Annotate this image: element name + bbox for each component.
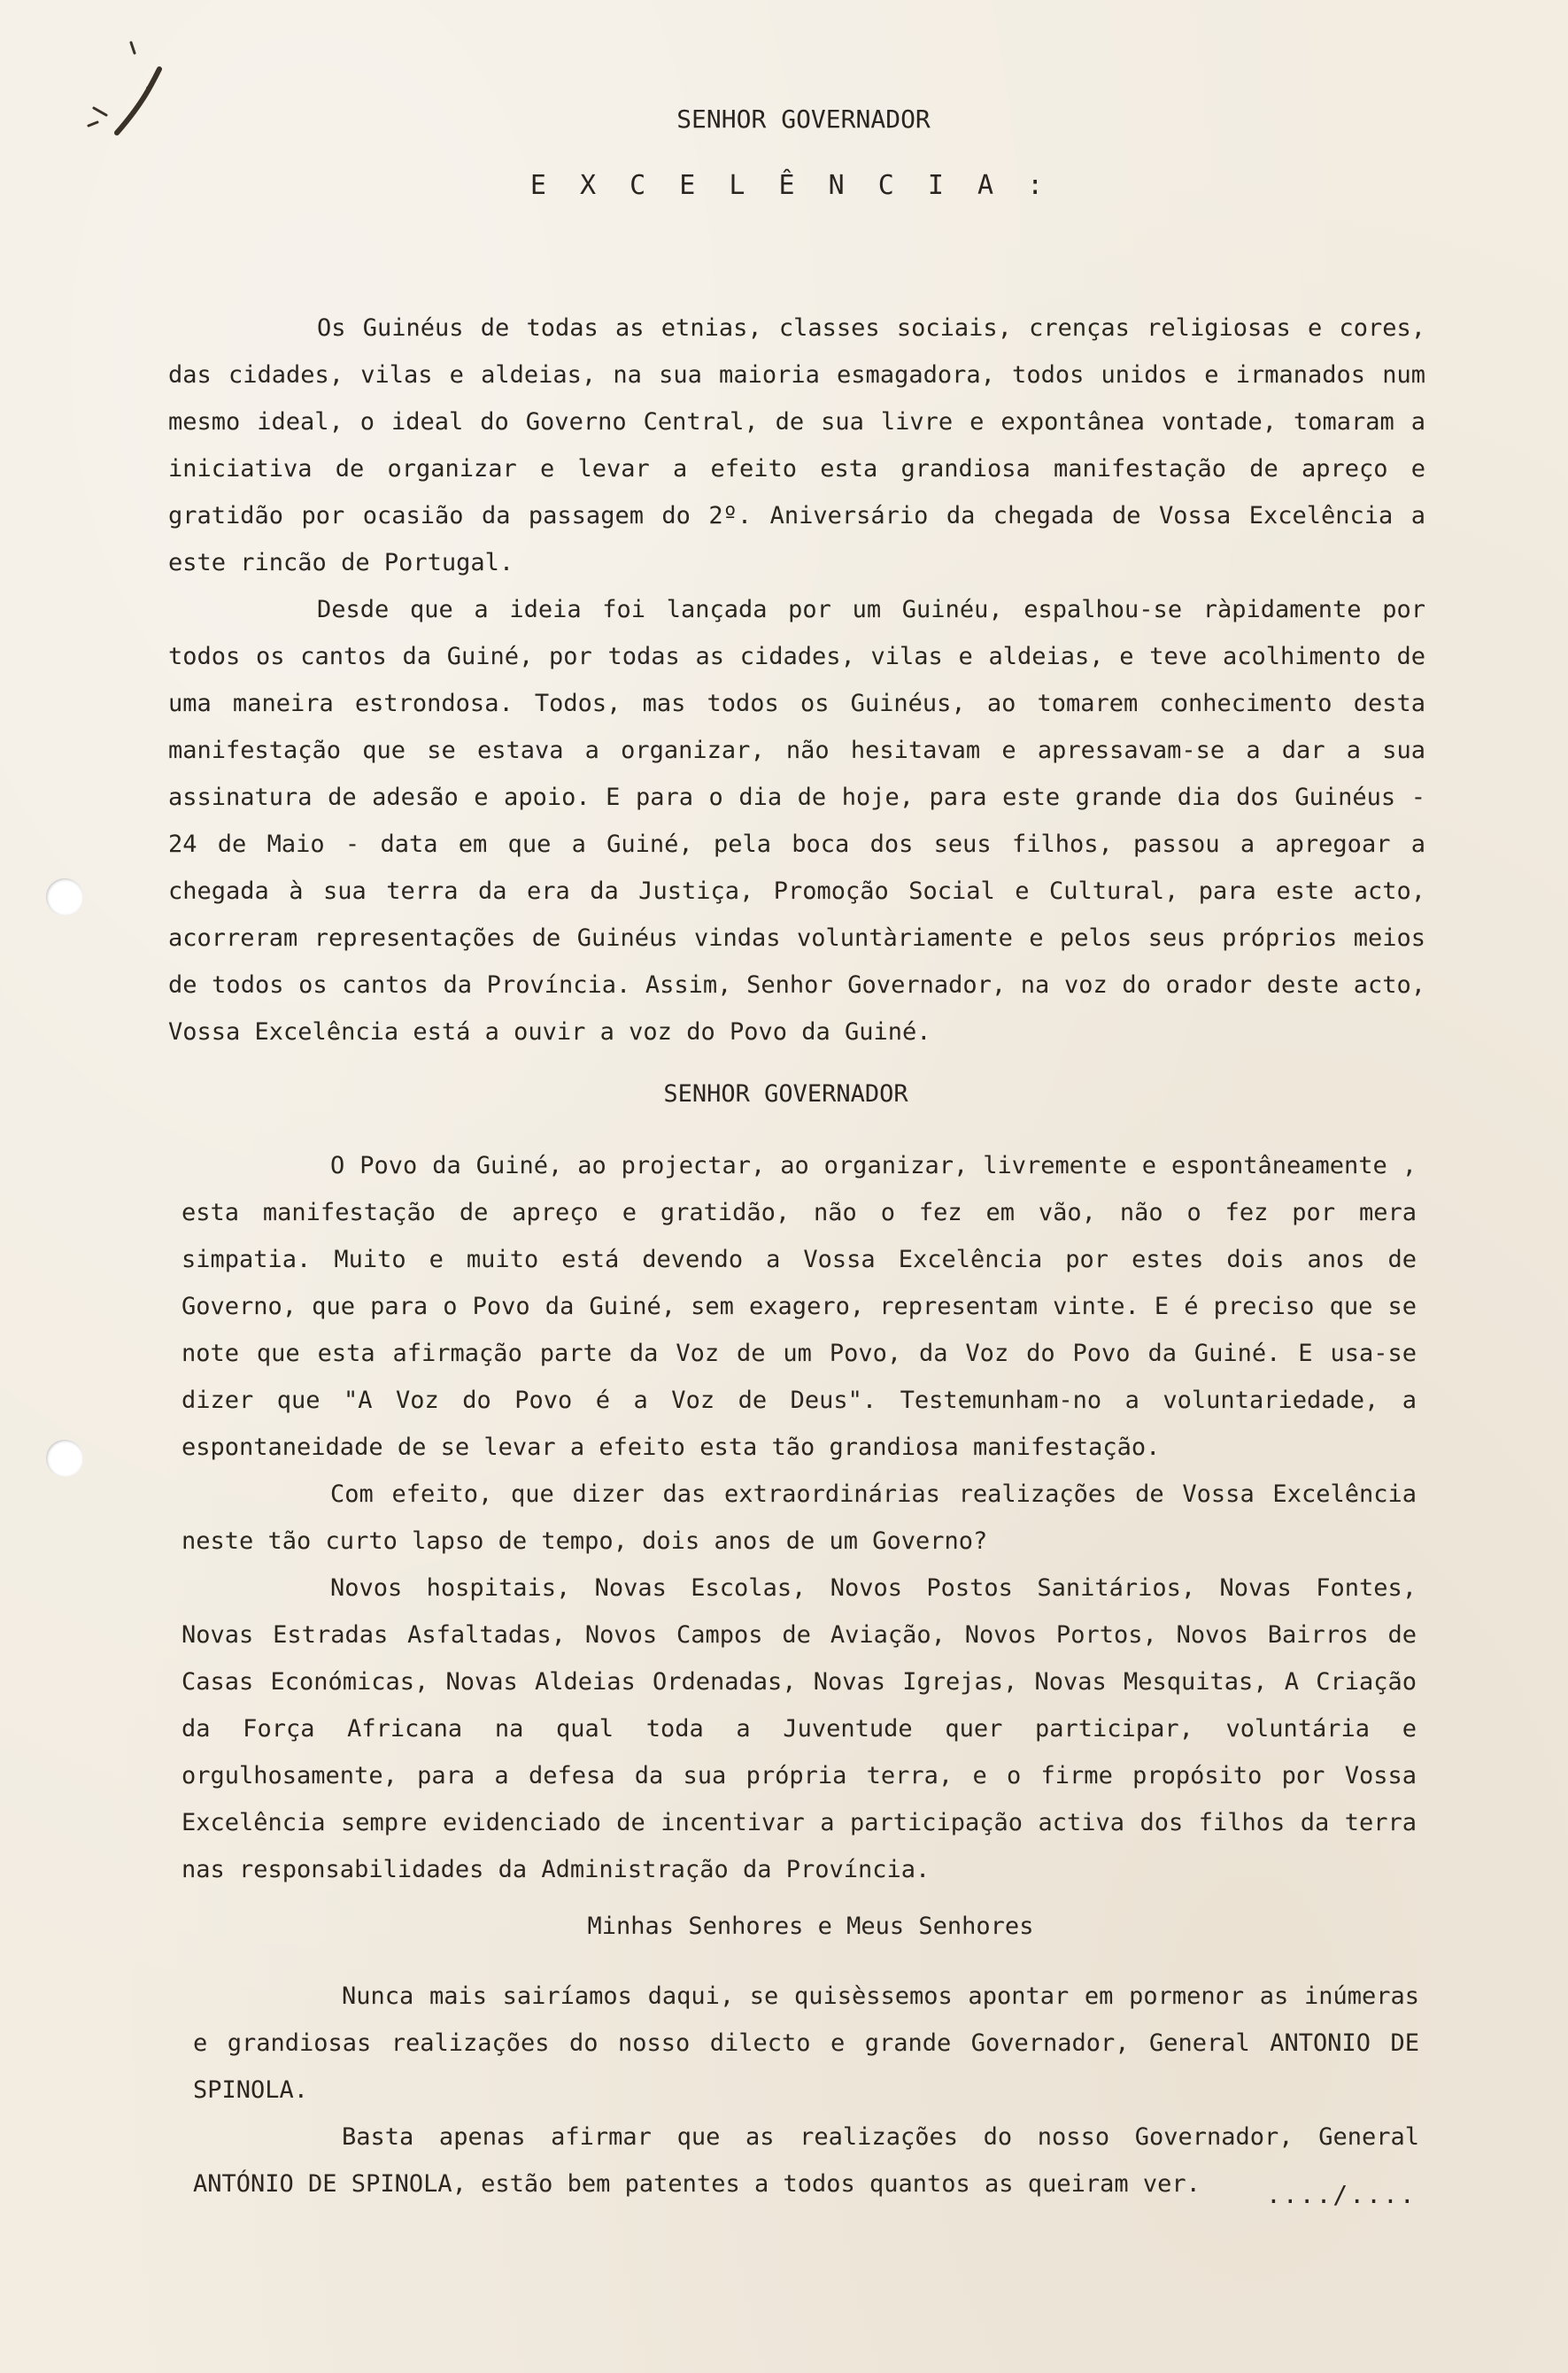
punch-hole-lower	[46, 1440, 83, 1477]
pen-scribble-mark	[53, 34, 177, 158]
section-3-body	[193, 1973, 1419, 2207]
section-2-body	[182, 1142, 1417, 1893]
section-3-heading: Minhas Senhores e Meus Senhores	[587, 1913, 1034, 1940]
punch-hole-upper	[46, 878, 83, 916]
paragraph: Com efeito, que dizer das extraordinárias realizações de Vossa Excelência neste tão curto lapso de tempo, dois anos de um Governo?	[182, 1480, 1417, 1555]
section-2-heading: SENHOR GOVERNADOR	[663, 1080, 908, 1108]
paragraph: Os Guinéus de todas as etnias, classes sociais, crenças religiosas e cores, das cidades, vilas e aldeias, na sua maioria esmagadora, todos unidos e irmanados num mesmo ideal, o ideal do Governo Central, de sua livre e expontânea vontade, tomaram a iniciativa de organizar e levar a efeito esta grandiosa manifestação de apreço e gratidão por ocasião da passagem do 2º. Aniversário da chegada de Vossa Excelência a este rincão de Portugal.	[168, 314, 1425, 576]
continuation-marker: ..../....	[1266, 2180, 1417, 2209]
paragraph: Novos hospitais, Novas Escolas, Novos Postos Sanitários, Novas Fontes, Novas Estradas Asfaltadas, Novos Campos de Aviação, Novos Portos, Novos Bairros de Casas Económicas, Novas Aldeias Ordenadas, Novas Igrejas, Novas Mesquitas, A Criação da Força Africana na qual toda a Juventude quer participar, voluntária e orgulhosamente, para a defesa da sua própria terra, e o firme propósito por Vossa Excelência sempre evidenciado de incentivar a participação activa dos filhos da terra nas responsabilidades da Administração da Província.	[182, 1574, 1417, 1883]
paragraph: Basta apenas afirmar que as realizações do nosso Governador, General ANTÓNIO DE SPINOLA, estão bem patentes a todos quantos as queiram ver.	[193, 2123, 1419, 2198]
paragraph: O Povo da Guiné, ao projectar, ao organizar, livremente e espontâneamente , esta manifestação de apreço e gratidão, não o fez em vão, não o fez por mera simpatia. Muito e muito está devendo a Vossa Excelência por estes dois anos de Governo, que para o Povo da Guiné, sem exagero, representam vinte. E é preciso que se note que esta afirmação parte da Voz de um Povo, da Voz do Povo da Guiné. E usa-se dizer que "A Voz do Povo é a Voz de Deus". Testemunham-no a voluntariedade, a espontaneidade de se levar a efeito esta tão grandiosa manifestação.	[182, 1152, 1417, 1461]
section-1-body	[168, 305, 1425, 1055]
salutation: E X C E L Ê N C I A :	[529, 170, 1053, 201]
paragraph: Nunca mais sairíamos daqui, se quisèssemos apontar em pormenor as inúmeras e grandiosas realizações do nosso dilecto e grande Governador, General ANTONIO DE SPINOLA.	[193, 1983, 1419, 2104]
page-title: SENHOR GOVERNADOR	[676, 104, 931, 134]
paragraph: Desde que a ideia foi lançada por um Guinéu, espalhou-se ràpidamente por todos os cantos da Guiné, por todas as cidades, vilas e aldeias, e teve acolhimento de uma maneira estrondosa. Todos, mas todos os Guinéus, ao tomarem conhecimento desta manifestação que se estava a organizar, não hesitavam e apressavam-se a dar a sua assinatura de adesão e apoio. E para o dia de hoje, para este grande dia dos Guinéus - 24 de Maio - data em que a Guiné, pela boca dos seus filhos, passou a apregoar a chegada à sua terra da era da Justiça, Promoção Social e Cultural, para este acto, acorreram representações de Guinéus vindas voluntàriamente e pelos seus próprios meios de todos os cantos da Província. Assim, Senhor Governador, na voz do orador deste acto, Vossa Excelência está a ouvir a voz do Povo da Guiné.	[168, 596, 1425, 1046]
